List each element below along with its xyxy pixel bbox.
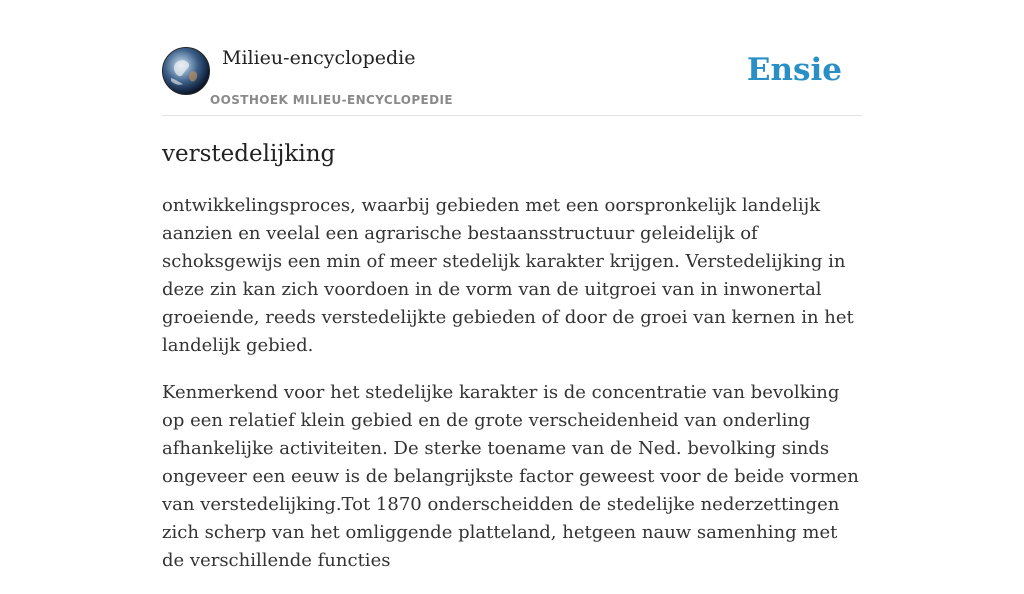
site-header (162, 0, 862, 116)
article-paragraph: Kenmerkend voor het stedelijke karakter is de concentratie van bevolking op een relatief klein gebied en de grote verscheidenheid van onderling afhankelijke activiteiten. De sterke toename van de Ned. bevolking sinds ongeveer een eeuw is de belangrijkste factor geweest voor de beide vormen van verstedelijking.Tot 1870 onderscheidden de stedelijke nederzettingen zich scherp van het omliggende platteland, hetgeen nauw samenhing met de verschillende functies (162, 382, 859, 571)
article-title: verstedelijking (162, 141, 336, 167)
earth-globe-icon[interactable] (162, 47, 210, 95)
earth-globe-graphic (163, 48, 209, 94)
content-container (162, 0, 862, 571)
site-subtitle[interactable]: OOSTHOEK MILIEU-ENCYCLOPEDIE (210, 93, 453, 107)
article-paragraph: ontwikkelingsproces, waarbij gebieden met een oorspronkelijk landelijk aanzien en veelal een agrarische bestaansstructuur geleidelijk of schoksgewijs een min of meer stedelijk karakter krijgen. Verstedelijking in deze zin kan zich voordoen in de vorm van de uitgroei van in inwonertal groeiende, reeds verstedelijkte gebieden of door de groei van kernen in het landelijk gebied. (162, 195, 854, 356)
site-name[interactable]: Milieu-encyclopedie (222, 47, 416, 69)
ensie-logo[interactable]: Ensie (746, 52, 842, 88)
article-body (162, 192, 862, 594)
